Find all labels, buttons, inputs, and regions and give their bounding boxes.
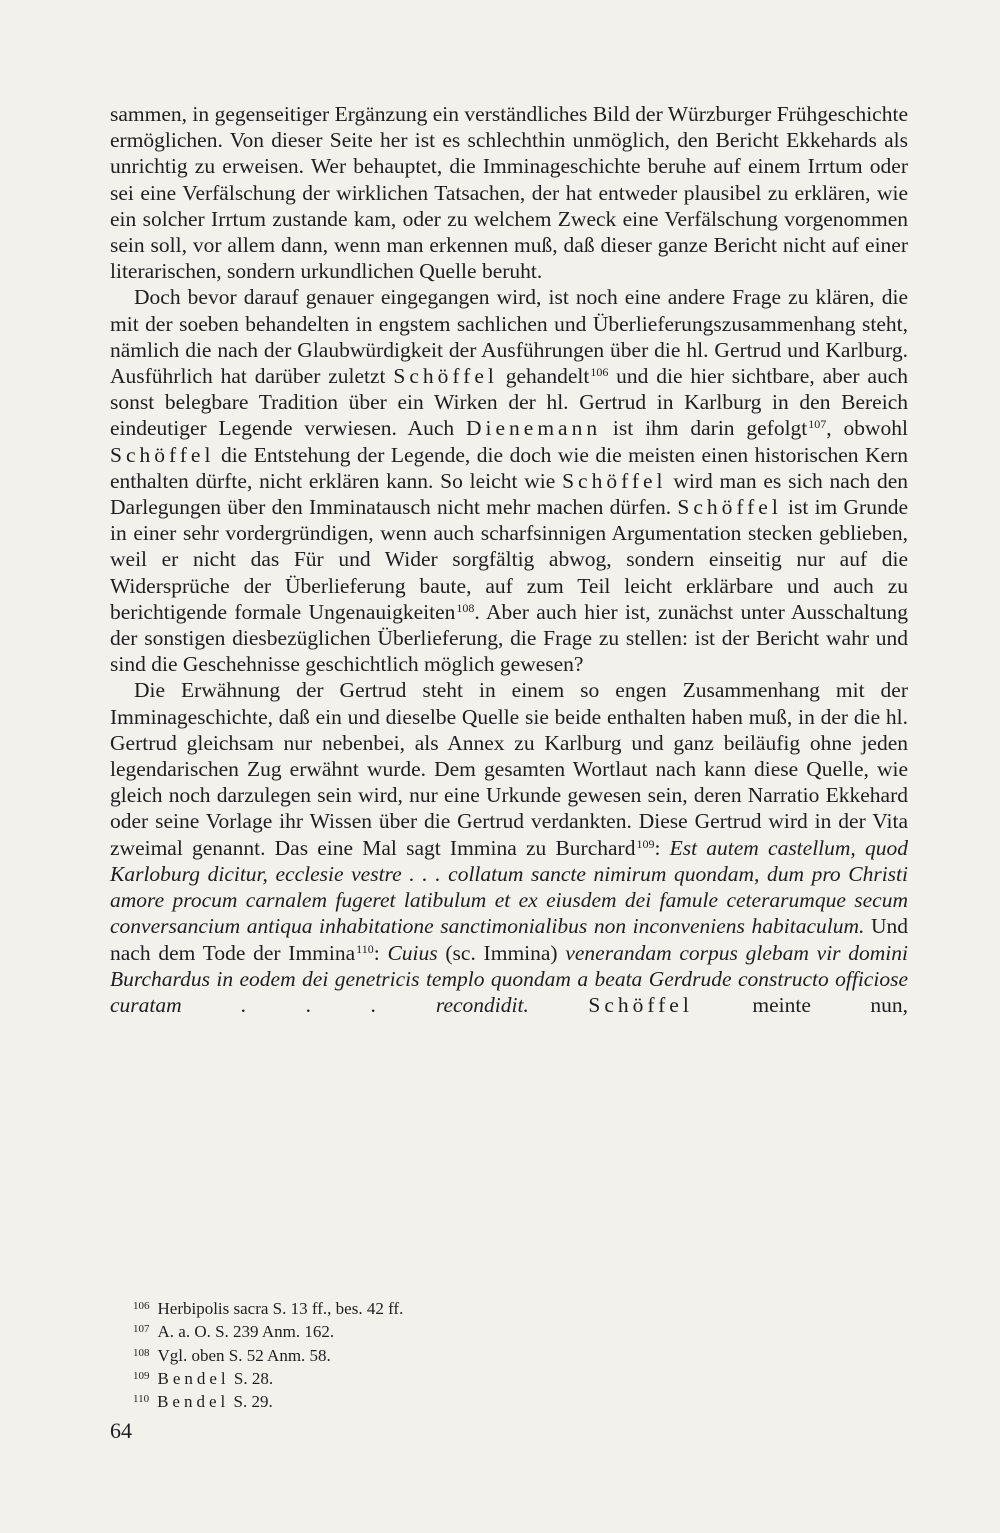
footnote-ref: 107 <box>808 417 827 432</box>
footnotes <box>133 1296 833 1412</box>
paragraph <box>110 101 908 284</box>
text-run: sammen, in gegenseitiger Ergänzung ein verständliches Bild der Würzburger Frühgeschichte ermöglichen. Von dieser Seite her ist es schlechthin unmöglich, den Bericht Ekkehards als unrichtig zu erweisen. Wer behauptet, die Imminageschichte beruhe auf einem Irrtum oder sei eine Verfälschung der wirklichen Tatsachen, der hat entweder plausibel zu erklären, wie ein solcher Irrtum zustande kam, oder zu welchem Zweck eine Verfälschung vorgenommen sein soll, vor allem dann, wenn man erkennen muß, daß dieser ganze Bericht nicht auf einer literarischen, sondern urkundlichen Quelle beruht. <box>110 102 908 284</box>
text-run: Herbipolis sacra S. 13 ff., bes. 42 ff. <box>157 1299 404 1318</box>
text-run: A. a. O. S. 239 Anm. 162. <box>157 1322 335 1342</box>
footnote <box>133 1389 833 1412</box>
text-run <box>529 993 589 1017</box>
text-run: wird man es sich nach den Darlegungen über den Imminatausch nicht mehr machen dürfen. <box>110 468 908 520</box>
footnote-ref: 110 <box>356 941 374 956</box>
text-run: Doch bevor darauf genauer eingegangen wird, ist noch eine andere Frage zu klären, die mit der soeben behandelten in engstem sachlichen und Überlieferungszusammenhang steht, nämlich die nach der Glaubwürdigkeit der Ausführungen über die hl. Gertrud und Karlburg. Ausführlich hat darüber zuletzt <box>110 285 908 389</box>
footnote-ref: 108 <box>456 600 475 615</box>
text-run: S. 29. <box>229 1392 273 1412</box>
text-run: . Aber auch hier ist, zunächst unter Ausschaltung der sonstigen diesbezüglichen Überlieferung, die Frage zu stellen: ist der Bericht wahr und sind die Geschehnisse geschichtlich möglich gewesen? <box>110 599 908 677</box>
text-run: S. 28. <box>229 1368 274 1388</box>
footnote-number: 107 <box>133 1323 150 1336</box>
author-name: Schöffel <box>562 468 667 493</box>
footnote <box>133 1319 833 1342</box>
footnote-number: 109 <box>133 1369 150 1382</box>
text-run: : <box>373 940 388 965</box>
footnote <box>133 1366 833 1389</box>
body-text <box>110 101 908 1018</box>
latin-quotation: Est autem castellum, quod Karloburg dicitur, ecclesie vestre . . . collatum sancte nimirum quondam, dum pro Christi amore procum carnalem fugeret latibulum et ex eiusdem dei famule ceterarumque secum conversancium antiqua inhabitatione sanctimonialibus non inconveniens habitaculum. <box>110 835 908 939</box>
text-run: meinte nun, <box>692 992 909 1017</box>
text-run: , obwohl <box>826 416 908 441</box>
text-run: Vgl. oben S. 52 Anm. 58. <box>157 1345 331 1365</box>
text-run: die Entstehung der Legende, die doch wie die meisten einen historischen Kern enthalten dürfte, nicht erklären kann. So leicht wie <box>110 442 908 493</box>
page-number: 64 <box>110 1418 132 1443</box>
author-name: Schöffel <box>110 442 215 467</box>
author-name: Bendel <box>157 1368 230 1388</box>
footnote-number: 106 <box>133 1300 150 1312</box>
footnote-ref: 109 <box>636 836 655 851</box>
latin-quotation: venerandam corpus glebam vir domini Burchardus in eodem dei genetricis templo quondam a beata Gerdrude constructo officiose curatam . . . recondidit. <box>110 940 908 1017</box>
text-run: und die hier sichtbare, aber auch sonst belegbare Tradition über ein Wirken der hl. Gertrud in Karlburg in den Bereich eindeutiger Legende verwiesen. Auch <box>110 364 909 441</box>
author-name: Schöffel <box>677 495 782 520</box>
text-run: gehandelt <box>497 364 590 389</box>
paragraph <box>110 284 908 677</box>
text-run: (sc. Immina) <box>437 940 566 965</box>
author-name: Schöffel <box>588 992 693 1017</box>
author-name: Schöffel <box>393 364 498 389</box>
text-run: ist ihm darin gefolgt <box>601 416 808 441</box>
footnote-ref: 106 <box>590 365 609 380</box>
footnote-number: 110 <box>133 1393 150 1406</box>
text-run: ist im Grunde in einer sehr vordergründigen, wenn auch scharfsinnigen Argumentation stecken geblieben, weil er nicht das Für und Wider sorgfältig abwog, sondern einseitig nur auf die Widersprüche der Überlieferung baute, auf zum Teil leicht erklärbare und auch zu berichtigende formale Ungenauigkeiten <box>110 495 908 624</box>
text-run: Die Erwähnung der Gertrud steht in einem so engen Zusammenhang mit der Imminageschichte, daß ein und dieselbe Quelle sie beide enthalten haben muß, in der die hl. Gertrud gleichsam nur nebenbei, als Annex zu Karlburg und ganz beiläufig ohne jeden legendarischen Zug erwähnt wurde. Dem gesamten Wortlaut nach kann diese Quelle, wie gleich noch darzulegen sein wird, nur eine Urkunde gewesen sein, deren Narratio Ekkehard oder seine Vorlage ihr Wissen über die Gertrud verdankten. Diese Gertrud wird in der Vita zweimal genannt. Das eine Mal sagt Immina zu Burchard <box>110 678 908 860</box>
paragraph <box>110 677 908 1018</box>
footnote <box>133 1343 833 1366</box>
latin-quotation: Cuius <box>387 940 438 965</box>
text-run: : <box>654 835 670 860</box>
text-run: Und nach dem Tode der Immina <box>110 914 908 965</box>
author-name: Bendel <box>157 1392 230 1412</box>
author-name: Dienemann <box>465 416 602 441</box>
footnote <box>133 1296 833 1319</box>
footnote-number: 108 <box>133 1346 150 1359</box>
